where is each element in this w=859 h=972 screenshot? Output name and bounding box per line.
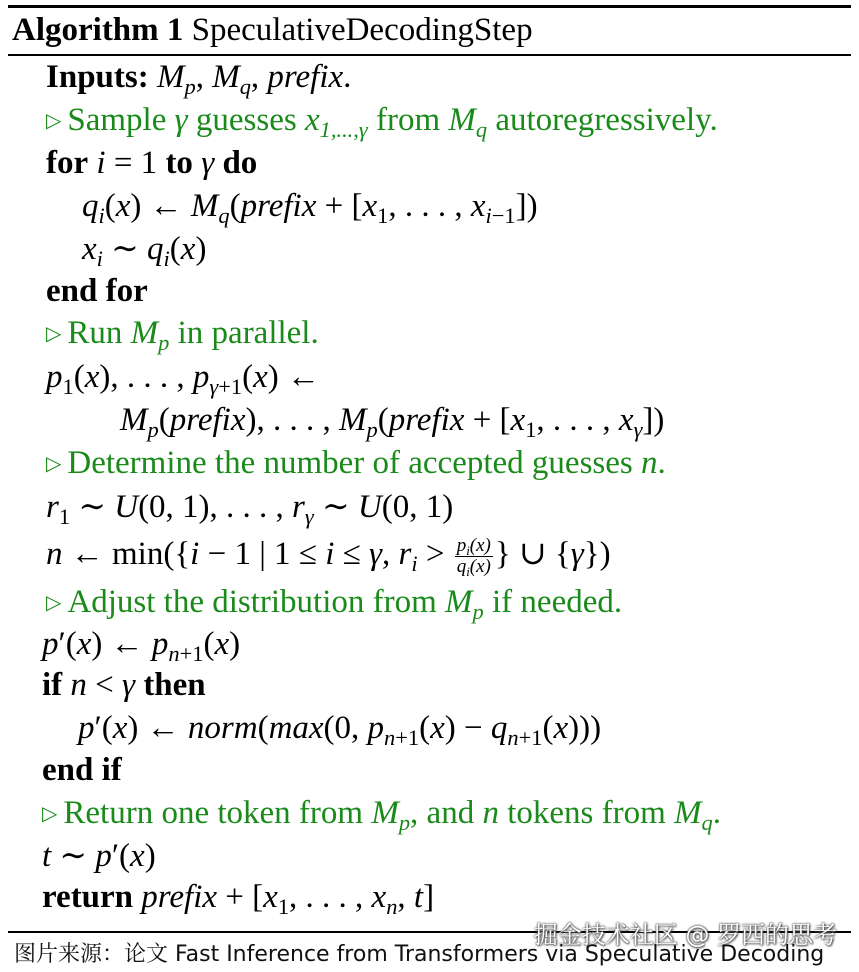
triangle-icon: ▷ — [42, 803, 58, 825]
comment-text: tokens from — [507, 795, 666, 831]
comment-text: autoregressively. — [495, 102, 718, 138]
comment-text: Return one token from — [63, 795, 364, 831]
line-n: n ← min({i − 1 | 1 ≤ i ≤ γ, $r_i$ > $\frac{p_i(x)}{q_i(x)}$ } ∪ {γ}) — [46, 534, 611, 580]
comment-text: Sample — [67, 102, 167, 138]
comment-text: Determine the number of accepted guesses — [67, 445, 633, 481]
comment-text: guesses — [195, 102, 297, 138]
for-keyword: for — [46, 145, 89, 181]
line-p-parallel-2: $M_p(prefix)$, . . . , $M_p(prefix + [x_1$, . . . , $x_\gamma$]) — [120, 402, 665, 443]
comment-text: if needed. — [492, 584, 623, 620]
comment-adjust: ▷ Adjust the distribution from $M_p$ if needed. — [46, 584, 623, 625]
comment-determine: ▷ Determine the number of accepted guesses n. — [46, 443, 666, 484]
line-end-for — [46, 271, 148, 311]
inputs-keyword: Inputs: — [46, 59, 149, 95]
line-end-if — [42, 750, 122, 790]
comment-text: Adjust the distribution from — [67, 584, 437, 620]
comment-text: in parallel. — [177, 315, 319, 351]
algorithm-label: Algorithm 1 — [12, 12, 184, 48]
algorithm-title — [12, 10, 533, 50]
watermark: 掘金技术社区 @ 罗西的思考 — [533, 921, 837, 949]
line-norm: p′(x) ← norm(max(0, $p_{n+1}(x) - q_{n+1}(x)$)) — [78, 710, 602, 751]
line-qi: $q_i(x)$ ← $M_q(prefix + [x_1$, . . . , $x_{i-1}$]) — [82, 188, 538, 229]
line-p-parallel-1: $p_1(x)$, . . . , $p_{\gamma+1}(x)$ ← — [46, 359, 320, 400]
triangle-icon: ▷ — [46, 453, 62, 475]
algorithm-name: SpeculativeDecodingStep — [191, 12, 533, 48]
end-if-keyword: end if — [42, 752, 122, 788]
title-rule — [8, 54, 851, 56]
image-caption: 图片来源：论文 Fast Inference from Transformers via Speculative Decoding — [14, 942, 825, 967]
line-pprime: p′(x) ← $p_{n+1}(x)$ — [42, 626, 241, 667]
comment-text: , and — [410, 795, 475, 831]
line-if: if n < γ then — [42, 667, 206, 703]
line-for: for i = 1 to γ do — [46, 145, 258, 181]
triangle-icon: ▷ — [46, 323, 62, 345]
comment-return: ▷ Return one token from $M_p$, and n tokens from $M_q$. — [42, 795, 721, 836]
line-inputs: Inputs: $M_p$, $M_q$, prefix. — [46, 59, 352, 100]
triangle-icon: ▷ — [46, 110, 62, 132]
line-r: $r_1$ ∼ U(0, 1), . . . , $r_\gamma$ ∼ U(0, 1) — [46, 489, 454, 530]
comment-text: from — [375, 102, 441, 138]
line-xi: $x_i$ ∼ $q_i(x)$ — [82, 231, 207, 272]
if-keyword: if — [42, 667, 63, 703]
end-for-keyword: end for — [46, 273, 148, 309]
line-t: t ∼ p′(x) — [42, 838, 156, 874]
top-rule — [8, 5, 851, 8]
line-return: return prefix + [$x_1$, . . . , $x_n$, t] — [42, 879, 435, 920]
to-keyword: to — [165, 145, 193, 181]
return-keyword: return — [42, 879, 134, 915]
fraction: $\frac{p_i(x)}{q_i(x)}$ — [456, 534, 491, 580]
triangle-icon: ▷ — [46, 592, 62, 614]
do-keyword: do — [222, 145, 258, 181]
comment-sample: ▷ Sample γ guesses $x_{1,...,\gamma}$ from $M_q$ autoregressively. — [46, 102, 718, 143]
comment-run: ▷ Run $M_p$ in parallel. — [46, 315, 319, 356]
comment-text: Run — [67, 315, 123, 351]
then-keyword: then — [143, 667, 206, 703]
